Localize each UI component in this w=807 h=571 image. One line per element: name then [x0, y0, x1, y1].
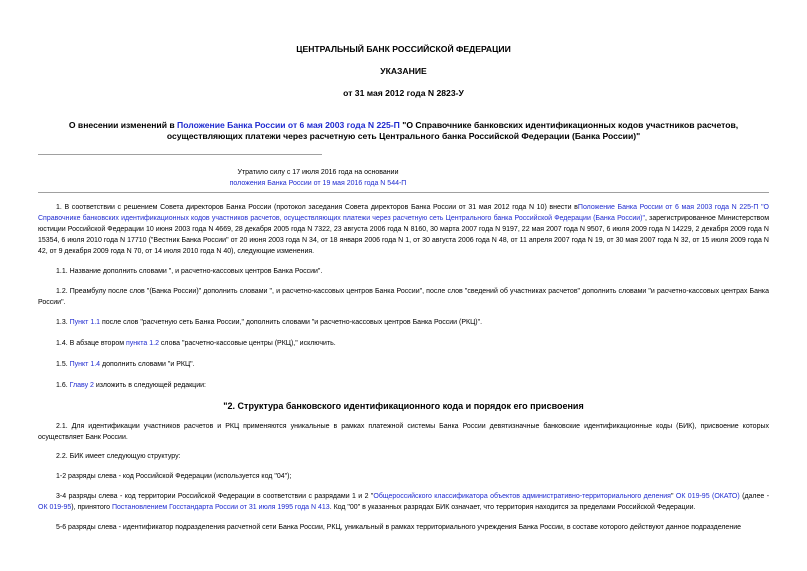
- divider-bottom: [38, 192, 769, 193]
- chapter-2-heading: "2. Структура банковского идентификационного кода и порядок его присвоения: [223, 401, 584, 411]
- document-title: [40, 120, 767, 142]
- gosstandart-resolution-link[interactable]: Постановлением Госстандарта России от 31 июля 1995 года N 413: [112, 504, 330, 511]
- doc-type-heading: УКАЗАНИЕ: [380, 66, 427, 76]
- title-suffix: "О Справочнике банковских идентификационных кодов участников расчетов, осуществляющих платежи через расчетную сеть Центрального банка Российской Федерации (Банка России)": [166, 120, 739, 141]
- paragraph-1: [38, 202, 769, 257]
- paragraph-1-2: 1.2. Преамбулу после слов "(Банка России)" дополнить словами ", и расчетно-кассовых центров Банка России", после слов "сведений об участниках расчетов" дополнить словами "и расчетно-кассовых центрах Банка России".: [38, 288, 769, 306]
- paragraph-2-1: 2.1. Для идентификации участников расчетов и РКЦ применяются уникальные в рамках платежной системы Банка России девятизначные банковские идентификационные коды (БИК), присвоение которых осуществляет Банк России.: [38, 423, 769, 441]
- status-note: [38, 167, 598, 189]
- p15-link[interactable]: Пункт 1.4: [69, 361, 101, 368]
- doc-date-number: от 31 мая 2012 года N 2823-У: [343, 88, 464, 98]
- p16-text-a: 1.6.: [56, 382, 70, 389]
- p34-text-b: ": [670, 493, 676, 500]
- paragraph-2-2: 2.2. БИК имеет следующую структуру:: [56, 453, 181, 460]
- paragraph-bik-digits-1-2: 1-2 разряды слева - код Российской Федерации (используется код "04");: [56, 473, 292, 480]
- p15-text-a: 1.5.: [56, 361, 70, 368]
- p15-text-b: дополнить словами "и РКЦ".: [100, 361, 195, 368]
- p1-text-b: , зарегистрированное Министерством юстиции Российской Федерации 10 июня 2003 года N 4669, 28 декабря 2005 года N 7322, 23 августа 2006 года N 8160, 30 марта 2007 года N 9197, 22 мая 2007 года N 9507, 6 июля 2009 года N 14229, 2 декабря 2009 года N 15354, 6 июля 2010 года N 17710 ("Вестник Банка России" от 20 июня 2003 года N 34, от 18 января 2006 года N 1, от 30 августа 2006 года N 48, от 11 апреля 2007 года N 19, от 30 мая 2007 года N 32, от 15 июля 2009 года N 42, от 9 декабря 2009 года N 70, от 14 июля 2010 года N 40), следующие изменения.: [38, 215, 770, 255]
- p34-text-e: . Код "00" в указанных разрядах БИК означает, что территория находится за пределами Российской Федерации.: [329, 504, 696, 511]
- paragraph-bik-digits-3-4: [38, 491, 769, 513]
- p13-text-b: после слов "расчетную сеть Банка России," дополнить словами "и расчетно-кассовых центров Банка России (РКЦ)".: [100, 319, 483, 326]
- p1-text-a: 1. В соответствии с решением Совета директоров Банка России (протокол заседания Совета директоров Банка России от 31 мая 2012 года N 10) внести в: [56, 204, 578, 211]
- p34-text-a: 3-4 разряды слева - код территории Российской Федерации в соответствии с разрядами 1 и 2 ": [56, 493, 374, 500]
- p1-regulation-link[interactable]: Положение Банка России от 6 мая 2003 года N 225-П "О Справочнике банковских идентификационных кодов участников расчетов, осуществляющих платежи через расчетную сеть Центрального банка Российской Федерации (Банка России)": [38, 204, 770, 222]
- p16-text-b: изложить в следующей редакции:: [93, 382, 206, 389]
- paragraph-1-3: [38, 317, 769, 328]
- paragraph-1-6: [38, 380, 769, 391]
- paragraph-1-4: [38, 338, 769, 349]
- paragraph-1-5: [38, 359, 769, 370]
- org-heading: ЦЕНТРАЛЬНЫЙ БАНК РОССИЙСКОЙ ФЕДЕРАЦИИ: [296, 44, 511, 54]
- title-prefix: О внесении изменений в: [68, 120, 178, 130]
- p16-link[interactable]: Главу 2: [69, 382, 94, 389]
- p14-text-a: 1.4. В абзаце втором: [56, 340, 126, 347]
- paragraph-bik-digits-5-6: 5-6 разряды слева - идентификатор подразделения расчетной сети Банка России, РКЦ, уникальный в рамках территориального учреждения Банка России, в составе которого действуют данное подразделение: [56, 524, 741, 531]
- status-line: Утратило силу с 17 июля 2016 года на основании: [237, 169, 399, 176]
- okato-code-link[interactable]: ОК 019-95 (ОКАТО): [675, 493, 740, 500]
- ok-019-95-link[interactable]: ОК 019-95: [38, 504, 72, 511]
- okato-classifier-link[interactable]: Общероссийского классификатора объектов административно-территориального деления: [373, 493, 671, 500]
- status-basis-link[interactable]: положения Банка России от 19 мая 2016 года N 544-П: [229, 180, 407, 187]
- title-regulation-link[interactable]: Положение Банка России от 6 мая 2003 года N 225-П: [177, 120, 400, 130]
- p13-text-a: 1.3.: [56, 319, 70, 326]
- p34-text-c: (далее -: [739, 493, 770, 500]
- p34-text-d: ), принятого: [71, 504, 112, 511]
- p14-text-b: слова "расчетно-кассовые центры (РКЦ)," исключить.: [158, 340, 336, 347]
- divider-top: [38, 154, 322, 155]
- p14-link[interactable]: пункта 1.2: [125, 340, 159, 347]
- p13-link[interactable]: Пункт 1.1: [69, 319, 101, 326]
- paragraph-1-1: 1.1. Название дополнить словами ", и расчетно-кассовых центров Банка России".: [56, 268, 323, 275]
